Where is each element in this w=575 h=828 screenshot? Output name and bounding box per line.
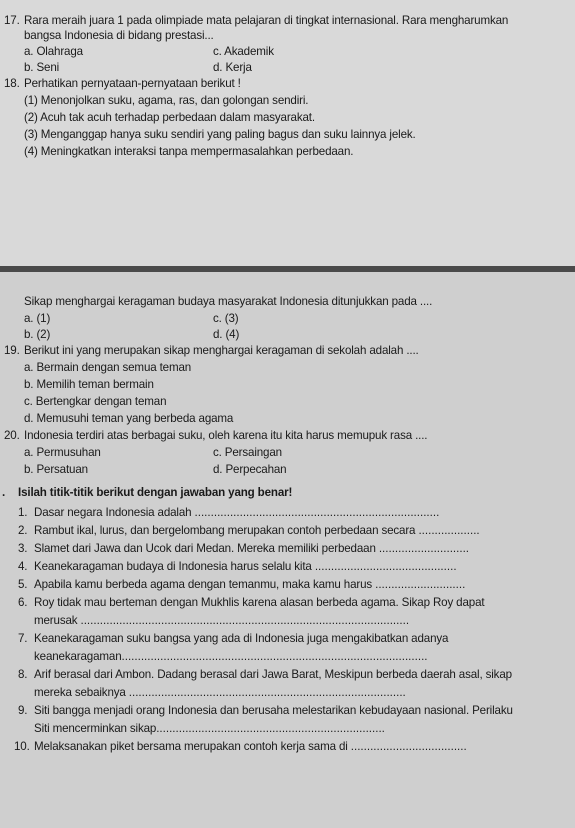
q17-option-b: b. Seni xyxy=(24,61,60,74)
q19-option-a: a. Bermain dengan semua teman xyxy=(24,361,192,374)
fill-text xyxy=(34,506,439,520)
q20-option-c: c. Persaingan xyxy=(213,446,282,459)
q18-option-c: c. (3) xyxy=(213,312,239,325)
fill-number: 4. xyxy=(18,560,28,573)
fill-text xyxy=(34,722,385,736)
q19-stem: Berikut ini yang merupakan sikap menghargai keragaman di sekolah adalah .... xyxy=(24,344,419,357)
fill-text xyxy=(34,704,513,718)
q18-number: 18. xyxy=(4,77,20,90)
fill-number: 9. xyxy=(18,704,28,717)
q18-statement-3: (3) Menganggap hanya suku sendiri yang paling bagus dan suku lainnya jelek. xyxy=(24,128,416,141)
answer-blank[interactable]: ............................................................................................... xyxy=(121,650,428,663)
fill-question: Melaksanakan piket bersama merupakan contoh kerja sama di xyxy=(34,740,351,753)
section-marker: . xyxy=(2,486,6,499)
section-title: Isilah titik-titik berikut dengan jawaban yang benar! xyxy=(18,486,293,499)
fill-text xyxy=(34,542,469,556)
q19-option-b: b. Memilih teman bermain xyxy=(24,378,154,391)
fill-question: Arif berasal dari Ambon. Dadang berasal dari Jawa Barat, Meskipun berbeda daerah asal, sikap xyxy=(34,668,512,681)
q19-number: 19. xyxy=(4,344,20,357)
fill-text xyxy=(34,524,480,538)
answer-blank[interactable]: ....................................................................... xyxy=(156,722,385,735)
q17-option-c: c. Akademik xyxy=(213,45,274,58)
answer-blank[interactable]: ............................ xyxy=(375,578,466,591)
answer-blank[interactable]: ............................................................................ xyxy=(194,506,440,519)
fill-number: 3. xyxy=(18,542,28,555)
fill-number: 5. xyxy=(18,578,28,591)
answer-blank[interactable]: ............................ xyxy=(378,542,470,555)
fill-number: 1. xyxy=(18,506,28,519)
answer-blank[interactable]: .................................... xyxy=(350,740,467,753)
fill-question: Rambut ikal, lurus, dan bergelombang merupakan contoh perbedaan secara xyxy=(34,524,419,537)
fill-text xyxy=(34,686,406,700)
fill-question: Keanekaragaman suku bangsa yang ada di Indonesia juga mengakibatkan adanya xyxy=(34,632,449,645)
fill-number: 6. xyxy=(18,596,28,609)
q20-option-a: a. Permusuhan xyxy=(24,446,101,459)
q18-statement-2: (2) Acuh tak acuh terhadap perbedaan dalam masyarakat. xyxy=(24,111,315,124)
q18-statement-4: (4) Meningkatkan interaksi tanpa mempermasalahkan perbedaan. xyxy=(24,145,354,158)
fill-number: 10. xyxy=(14,740,30,753)
fill-question: Slamet dari Jawa dan Ucok dari Medan. Mereka memiliki perbedaan xyxy=(34,542,379,555)
fill-number: 7. xyxy=(18,632,28,645)
q18-option-a: a. (1) xyxy=(24,312,51,325)
q19-option-c: c. Bertengkar dengan teman xyxy=(24,395,167,408)
fill-question: Dasar negara Indonesia adalah xyxy=(34,506,195,519)
q17-option-a: a. Olahraga xyxy=(24,45,83,58)
fill-text xyxy=(34,596,484,610)
q18-option-b: b. (2) xyxy=(24,328,51,341)
q19-option-d: d. Memusuhi teman yang berbeda agama xyxy=(24,412,234,425)
fill-question: Roy tidak mau berteman dengan Mukhlis karena alasan berbeda agama. Sikap Roy dapat xyxy=(34,596,485,609)
q18-option-d: d. (4) xyxy=(213,328,240,341)
fill-question: Siti bangga menjadi orang Indonesia dan berusaha melestarikan kebudayaan nasional. Perilaku xyxy=(34,704,513,717)
fill-number: 8. xyxy=(18,668,28,681)
fill-text xyxy=(34,614,409,628)
q20-option-b: b. Persatuan xyxy=(24,463,88,476)
q17-option-d: d. Kerja xyxy=(213,61,252,74)
fill-question: merusak xyxy=(34,614,81,627)
q17-stem-line1: Rara meraih juara 1 pada olimpiade mata pelajaran di tingkat internasional. Rara mengharumkan xyxy=(24,14,509,27)
q18-statement-1: (1) Menonjolkan suku, agama, ras, dan golongan sendiri. xyxy=(24,94,309,107)
fill-question: mereka sebaiknya xyxy=(34,686,129,699)
fill-question: Siti mencerminkan sikap xyxy=(34,722,157,735)
fill-question: Keanekaragaman budaya di Indonesia harus selalu kita xyxy=(34,560,315,573)
fill-question: keanekaragaman xyxy=(34,650,122,663)
fill-text xyxy=(34,578,465,592)
fill-number: 2. xyxy=(18,524,28,537)
fill-text xyxy=(34,668,512,682)
q20-number: 20. xyxy=(4,429,20,442)
answer-blank[interactable]: ...................................................................................... xyxy=(128,686,406,699)
fill-question: Apabila kamu berbeda agama dengan temanmu, maka kamu harus xyxy=(34,578,376,591)
q17-number: 17. xyxy=(4,14,20,27)
fill-text xyxy=(34,560,457,574)
answer-blank[interactable]: ............................................ xyxy=(314,560,457,573)
answer-blank[interactable]: ...................................................................................................... xyxy=(80,614,410,627)
fill-text xyxy=(34,632,448,646)
q17-stem-line2: bangsa Indonesia di bidang prestasi... xyxy=(24,29,214,42)
q18-continuation: Sikap menghargai keragaman budaya masyarakat Indonesia ditunjukkan pada .... xyxy=(24,295,433,308)
q18-stem: Perhatikan pernyataan-pernyataan berikut ! xyxy=(24,77,241,90)
fill-text xyxy=(34,650,428,664)
q20-option-d: d. Perpecahan xyxy=(213,463,287,476)
fill-text xyxy=(34,740,467,754)
q20-stem: Indonesia terdiri atas berbagai suku, oleh karena itu kita harus memupuk rasa .... xyxy=(24,429,428,442)
answer-blank[interactable]: ................... xyxy=(418,524,480,537)
